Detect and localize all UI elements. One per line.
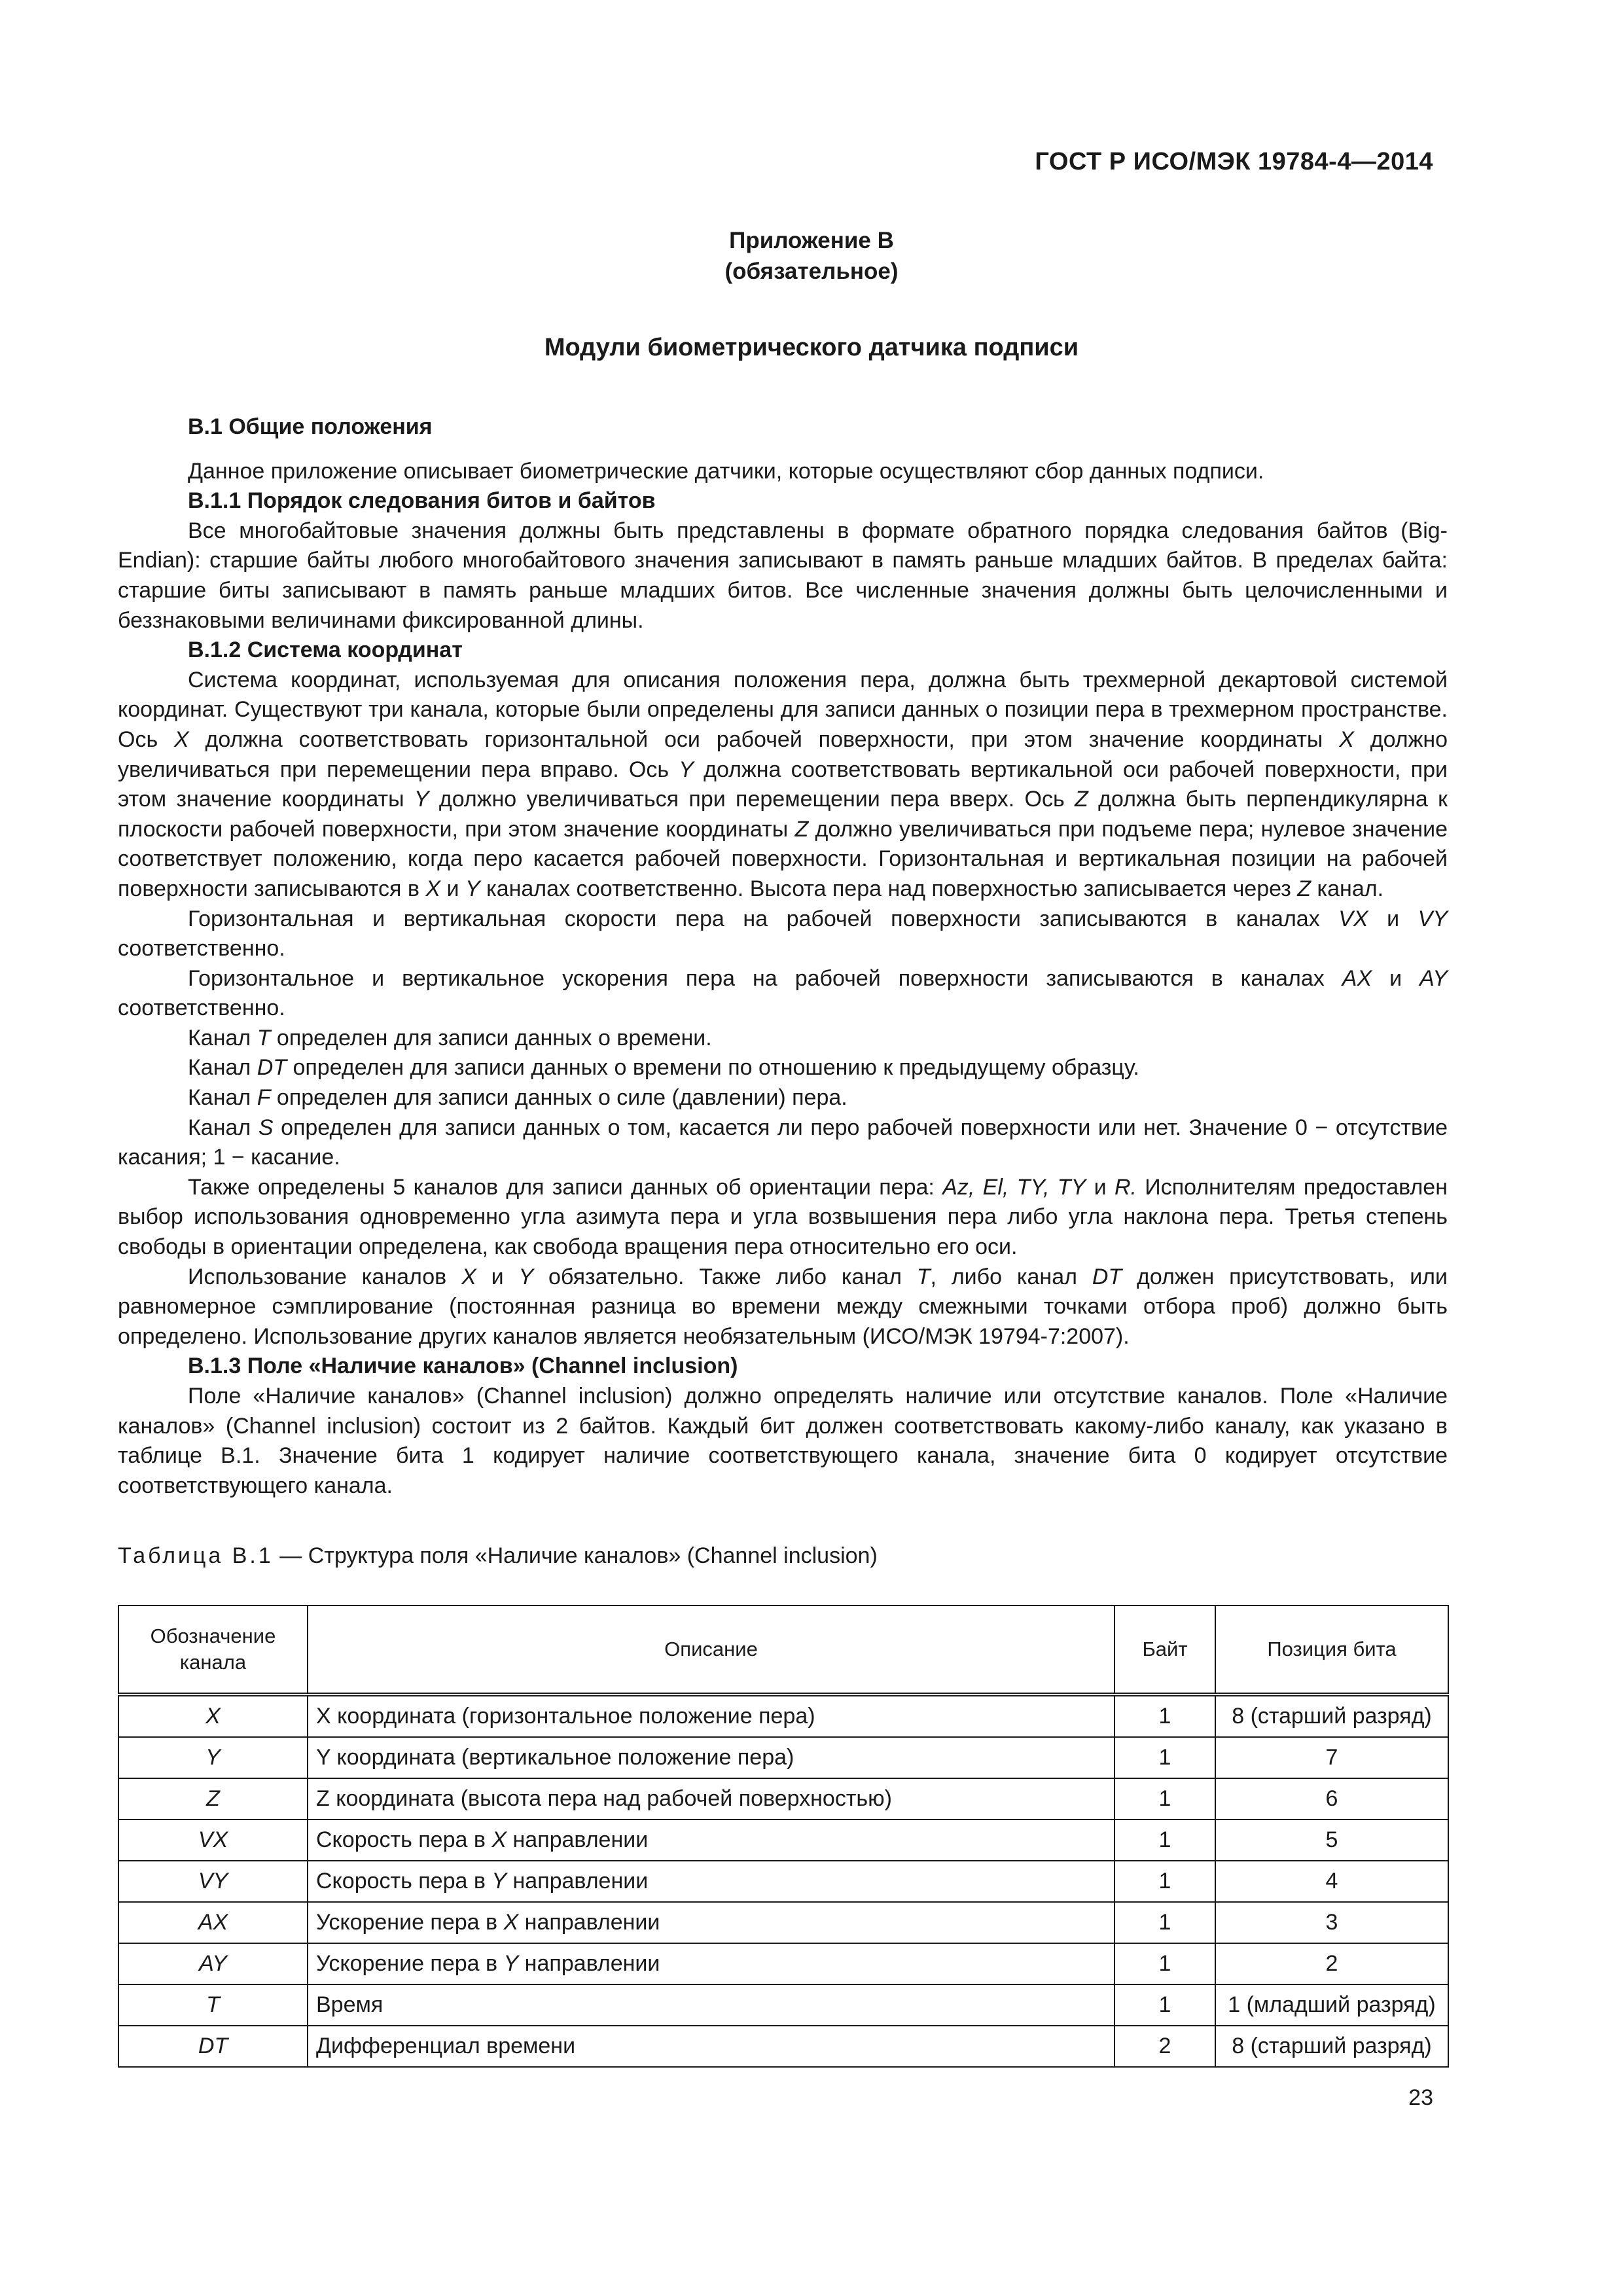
cell-byte: 1 [1115,1984,1215,2026]
section-b1-intro: Данное приложение описывает биометрические датчики, которые осуществляют сбор данных подписи. [188,458,1264,484]
table-row [118,1902,1448,1943]
section-b12-paragraph-9: Использование каналов X и Y обязательно. Также либо канал T, либо канал DT должен присутствовать, или равномерное сэмплирование (постоянная разница во времени между смежными точками отбора проб) должно быть определено. Использование других каналов является необязательным (ИСО/МЭК 19794-7:2007). [118,1264,1448,1349]
section-b13-text: Поле «Наличие каналов» (Channel inclusion) должно определять наличие или отсутствие каналов. Поле «Наличие каналов» (Channel inclusion) состоит из 2 байтов. Каждый бит должен соответствовать какому-либо каналу, как указано в таблице В.1. Значение бита 1 кодирует наличие соответствующего канала, значение бита 0 кодирует отсутствие соответствующего канала. [118,1384,1448,1498]
cell-bit: 4 [1215,1861,1448,1902]
table-row [118,2026,1448,2067]
table-caption-text: — Структура поля «Наличие каналов» (Channel inclusion) [273,1543,878,1568]
section-b12-paragraph-2: Горизонтальная и вертикальная скорости пера на рабочей поверхности записываются в каналах VX и VY соответственно. [118,906,1448,961]
cell-description: Скорость пера в X направлении [308,1820,1115,1861]
section-b12-paragraph-3: Горизонтальное и вертикальное ускорения пера на рабочей поверхности записываются в каналах AX и AY соответственно. [118,965,1448,1021]
table-caption [118,1543,878,1569]
table-row [118,1695,1448,1737]
cell-byte: 2 [1115,2026,1215,2067]
cell-symbol: T [118,1984,308,2026]
cell-description: Y координата (вертикальное положение пера) [308,1737,1115,1778]
section-b12-paragraph-1: Система координат, используемая для описания положения пера, должна быть трехмерной декартовой системой координат. Существуют три канала, которые были определены для записи данных о позиции пера в трехмерном пространстве. Ось X должна соответствовать горизонтальной оси рабочей поверхности, при этом значение координаты X должно увеличиваться при перемещении пера вправо. Ось Y должна соответствовать вертикальной оси рабочей поверхности, при этом значение координаты Y должно увеличиваться при перемещении пера вверх. Ось Z должна быть перпендикулярна к плоскости рабочей поверхности, при этом значение координаты Z должно увеличиваться при подъеме пера; нулевое значение соответствует положению, когда перо касается рабочей поверхности. Горизонтальная и вертикальная позиции на рабочей поверхности записываются в X и Y каналах соответственно. Высота пера над поверхностью записывается через Z канал. [118,667,1448,901]
cell-byte: 1 [1115,1737,1215,1778]
cell-byte: 1 [1115,1695,1215,1737]
section-b11-title: В.1.1 Порядок следования битов и байтов [188,488,656,514]
cell-description: Ускорение пера в X направлении [308,1902,1115,1943]
cell-bit: 3 [1215,1902,1448,1943]
annex-heading [0,225,1623,287]
header-byte: Байт [1115,1605,1215,1695]
table-row [118,1943,1448,1984]
cell-byte: 1 [1115,1778,1215,1820]
cell-description: Z координата (высота пера над рабочей поверхностью) [308,1778,1115,1820]
section-b12-title: В.1.2 Система координат [188,637,463,663]
cell-symbol: DT [118,2026,308,2067]
table-row [118,1778,1448,1820]
cell-symbol: VX [118,1820,308,1861]
table-caption-label: Таблица В.1 [118,1543,274,1568]
annex-status: (обязательное) [724,259,899,284]
table-row [118,1737,1448,1778]
annex-title: Модули биометрического датчика подписи [544,334,1079,361]
cell-bit: 6 [1215,1778,1448,1820]
table-header-row [118,1605,1448,1695]
cell-description: Время [308,1984,1115,2026]
annex-label: Приложение В [729,228,894,253]
standard-code: ГОСТ Р ИСО/МЭК 19784-4—2014 [1035,148,1433,175]
cell-byte: 1 [1115,1943,1215,1984]
page-number: 23 [1408,2085,1433,2110]
table-row [118,1861,1448,1902]
cell-byte: 1 [1115,1902,1215,1943]
table-row [118,1820,1448,1861]
cell-symbol: AY [118,1943,308,1984]
header-symbol: Обозначение канала [118,1605,308,1695]
cell-symbol: AX [118,1902,308,1943]
section-b12-paragraph-8: Также определены 5 каналов для записи данных об ориентации пера: Az, El, TY, TY и R. Исполнителям предоставлен выбор использования одновременно угла азимута пера и угла возвышения пера либо угла наклона пера. Третья степень свободы в ориентации определена, как свобода вращения пера относительно его оси. [118,1174,1448,1260]
cell-byte: 1 [1115,1820,1215,1861]
channel-inclusion-table [118,1605,1449,2068]
section-b1-title: В.1 Общие положения [188,414,433,439]
section-b11-text: Все многобайтовые значения должны быть представлены в формате обратного порядка следования байтов (Big-Endian): старшие байты любого многобайтового значения записывают в память раньше младших байтов. В пределах байта: старшие биты записывают в память раньше младших битов. Все численные значения должны быть целочисленными и беззнаковыми величинами фиксированной длины. [118,518,1448,633]
section-b12-paragraph-4: Канал T определен для записи данных о времени. [188,1025,712,1050]
cell-description: Ускорение пера в Y направлении [308,1943,1115,1984]
cell-bit: 7 [1215,1737,1448,1778]
section-b12-paragraph-7: Канал S определен для записи данных о том, касается ли перо рабочей поверхности или нет. Значение 0 − отсутствие касания; 1 − касание. [118,1115,1448,1170]
cell-symbol: Y [118,1737,308,1778]
section-b13-title: В.1.3 Поле «Наличие каналов» (Channel inclusion) [188,1354,738,1379]
header-description: Описание [308,1605,1115,1695]
cell-bit: 5 [1215,1820,1448,1861]
cell-description: X координата (горизонтальное положение пера) [308,1695,1115,1737]
header-bit-position: Позиция бита [1215,1605,1448,1695]
cell-description: Дифференциал времени [308,2026,1115,2067]
cell-bit: 8 (старший разряд) [1215,1695,1448,1737]
cell-byte: 1 [1115,1861,1215,1902]
table-row [118,1984,1448,2026]
cell-symbol: X [118,1695,308,1737]
cell-description: Скорость пера в Y направлении [308,1861,1115,1902]
section-b12-paragraph-6: Канал F определен для записи данных о силе (давлении) пера. [188,1085,847,1111]
cell-bit: 2 [1215,1943,1448,1984]
body-text [118,412,1448,1501]
cell-symbol: VY [118,1861,308,1902]
section-b12-paragraph-5: Канал DT определен для записи данных о времени по отношению к предыдущему образцу. [188,1055,1139,1081]
cell-bit: 1 (младший разряд) [1215,1984,1448,2026]
cell-bit: 8 (старший разряд) [1215,2026,1448,2067]
cell-symbol: Z [118,1778,308,1820]
